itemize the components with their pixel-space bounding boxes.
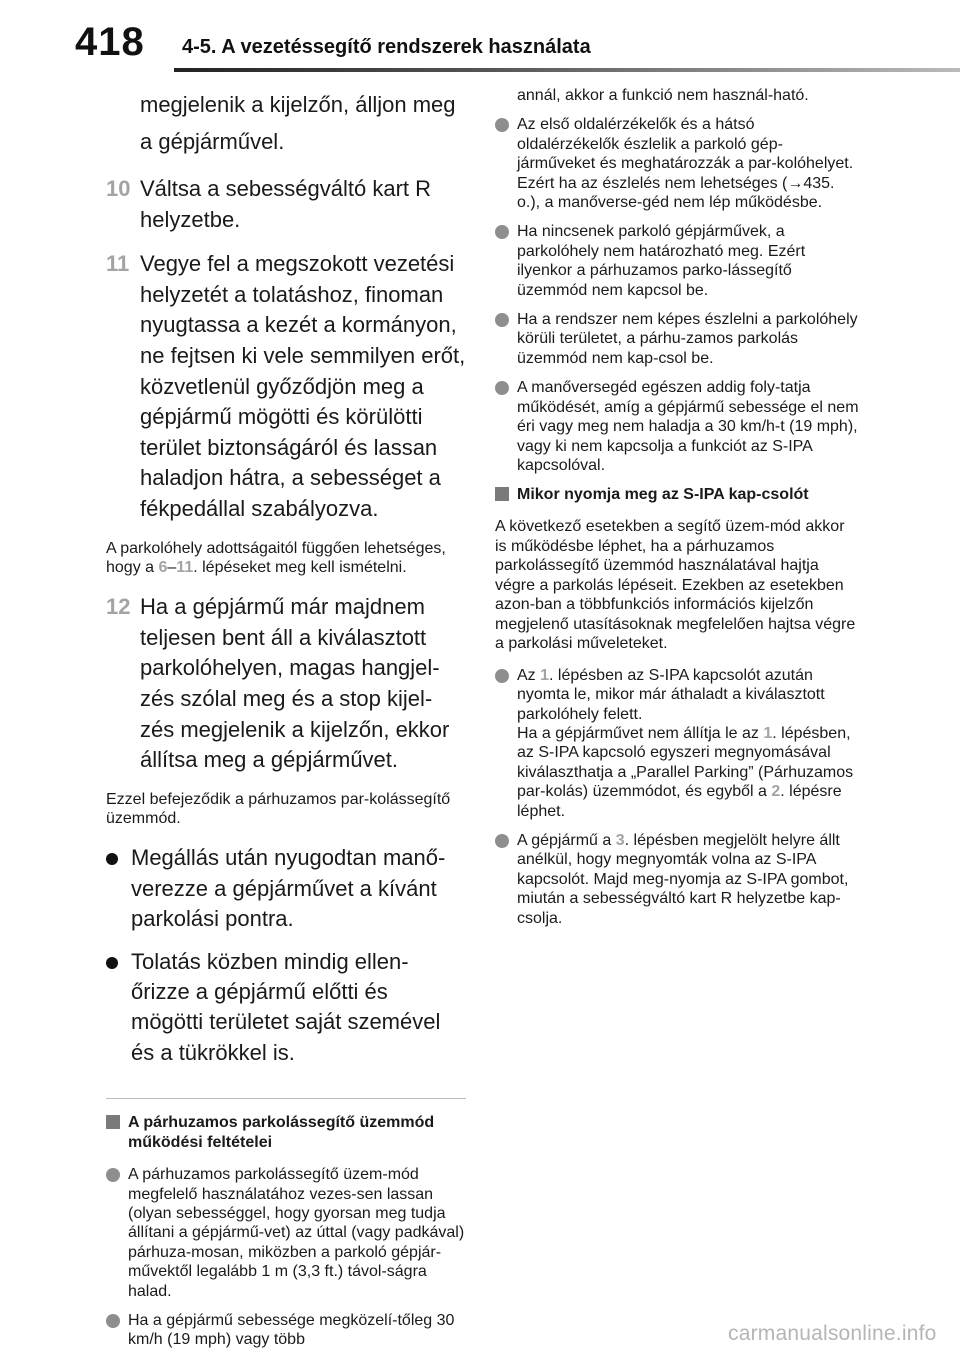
bullet-dot-icon [495,313,509,327]
step-9-line-1: megjelenik a kijelzőn, álljon meg [140,92,456,117]
bullet-dot-icon [495,118,509,132]
bullet-dot-icon [106,1168,120,1182]
text: . lépésben megjelölt helyre állt anélkül, hogy megnyomták volna az S-IPA kapcsolót. Majd meg-nyomja az S-IPA gombot, miután a sebességváltó kart R helyzetbe kap-csolja. [517,832,849,927]
text: . lépésben, az S-IPA kapcsoló egyszeri megnyomásával kiválaszthatja a „Parallel Parking” (Párhuzamos par-kolás) üzemmódot, és egyből a [517,725,854,801]
paragraph: A következő esetekben a segítő üzem-mód akkor is működésbe léphet, ha a párhuzamos parkolássegítő üzemmód használatával hajtja végre a parkolás lépéseit. Ezekben az esetekben azon-ban a többfunkciós információs kijelzőn megjelenő utasításoknak megfelelően hajtsa végre a parkolási műveleteket. [495,518,856,653]
bullet [495,115,860,212]
bullet-big [106,843,466,934]
heading-text: Mikor nyomja meg az S-IPA kap-csolót [517,486,809,504]
bullet [495,222,860,300]
section-title: 4-5. A vezetéssegítő rendszerek használata [182,36,591,58]
bullet [495,666,860,821]
step-ref: 6 [158,559,168,577]
text: A gépjármű a [517,832,616,850]
square-icon [495,487,509,501]
step-ref: 1 [763,725,773,743]
bullet-text: Tolatás közben mindig ellen-őrizze a gépjármű előtti és mögötti területet saját szemével és a tükrökkel is. [131,948,441,1065]
step-number: 10 [106,176,131,201]
subheading-conditions [106,1113,466,1153]
bullet-text: Az első oldalérzékelők és a hátsó oldalérzékelők észlelik a parkoló gép-járműveket és meghatározzák a par-kolóhelyet. Ezért ha az észlelés nem lehetséges (→435. o.), a manőverse-géd nem lép működésbe. [517,116,854,212]
bullet-dot-icon [106,1314,120,1328]
bullet-text [517,667,853,820]
bullet-text: Megállás után nyugodtan manő-verezze a gépjárművet a kívánt parkolási pontra. [131,845,446,932]
right-column [495,86,860,938]
text: . lépésre léphet. [517,783,842,820]
bullet-dot-icon [495,381,509,395]
note-text: A parkolóhely adottságaitól függően lehetséges, hogy a [106,539,446,577]
bullet-continuation: annál, akkor a funkció nem használ-ható. [517,87,809,104]
note-repeat-steps [106,539,466,579]
divider [106,1098,466,1099]
step-12 [106,592,466,776]
step-ref: 1 [540,666,550,684]
bullet [106,1311,466,1350]
bullet-text: A manőversegéd egészen addig foly-tatja működését, amíg a gépjármű sebessége el nem éri vagy meg nem haladja a 30 km/h-t (19 mph), vagy ki nem kapcsolja a funkciót az S-IPA kapcsolóval. [517,379,859,474]
step-11 [106,249,466,524]
bullet [106,1165,466,1301]
step-text: Vegye fel a megszokott vezetési helyzetét a tolatáshoz, finoman nyugtassa a kezét a kormányon, ne fejtsen ki vele semmilyen erőt, közvetlenül győződjön meg a gépjármű mögötti és körülötti terület biztonságáról és lassan haladjon hátra, a sebességet a fékpedállal szabályozva. [140,251,466,521]
step-number: 11 [106,251,130,277]
step-ref: 2 [771,783,781,801]
text: Az [517,666,541,684]
text: Ha a gépjárművet nem állítja le az [517,725,764,743]
bullet-dot-icon [495,225,509,239]
step-9-continuation [106,86,466,160]
header-rule [174,68,960,72]
bullet-text: Ha a gépjármű sebessége megközelí-tőleg 30 km/h (19 mph) vagy több [128,1311,455,1349]
bullet [495,310,860,368]
bullet-text: Ha a rendszer nem képes észlelni a parkolóhely körüli területet, a párhu-zamos parkolás üzemmód nem kap-csol be. [517,311,858,367]
square-icon [106,1115,120,1129]
bullet-dot-icon [495,834,509,848]
bullet [495,831,860,928]
step-9-line-2: a gépjárművel. [140,129,285,154]
left-column [106,86,466,1360]
step-number: 12 [106,594,131,620]
note-text: . lépéseket meg kell ismételni. [193,559,407,577]
dash: – [167,559,177,577]
step-text: Ha a gépjármű már majdnem teljesen bent áll a kiválasztott parkolóhelyen, magas hangjel-zés szólal meg és a stop kijel-zés megjelenik a kijelzőn, ekkor állítsa meg a gépjárművet. [140,594,450,773]
bullet-dot-icon [495,669,509,683]
bullet [495,378,860,475]
text: . lépésben az S-IPA kapcsolót azután nyomta le, mikor már áthaladt a kiválasztott parkolóhely felett. [517,666,825,723]
step-text: Váltsa a sebességváltó kart R helyzetbe. [140,176,432,232]
bullet-text: Ha nincsenek parkoló gépjárművek, a parkolóhely nem határozható meg. Ezért ilyenkor a párhuzamos parko-lássegítő üzemmód nem kapcsol be. [517,223,806,299]
subheading-s-ipa [495,485,860,505]
bullet-text: A párhuzamos parkolássegítő üzem-mód megfelelő használatához vezes-sen lassan (olyan sebességgel, hogy gyorsan meg tudja állítani a gépjármű-vet) az úttal (vagy padkával) párhuza-mosan, miközben a parkoló gépjár-művektől legalább 1 m (3,3 ft.) távol-ságra halad. [128,1166,465,1300]
bullet-dot-icon [106,957,118,969]
page-header [0,0,960,80]
heading-text: A párhuzamos parkolássegítő üzemmód működési feltételei [128,1114,435,1152]
bullet-dot-icon [106,853,118,865]
step-ref: 11 [176,559,194,577]
watermark: carmanualsonline.info [728,1322,937,1345]
step-10 [106,174,466,235]
bullet-big [106,947,466,1069]
step-ref: 3 [615,832,625,850]
page-number: 418 [75,20,145,64]
note-finished: Ezzel befejeződik a párhuzamos par-kolássegítő üzemmód. [106,790,451,828]
bullet-text [517,832,848,927]
